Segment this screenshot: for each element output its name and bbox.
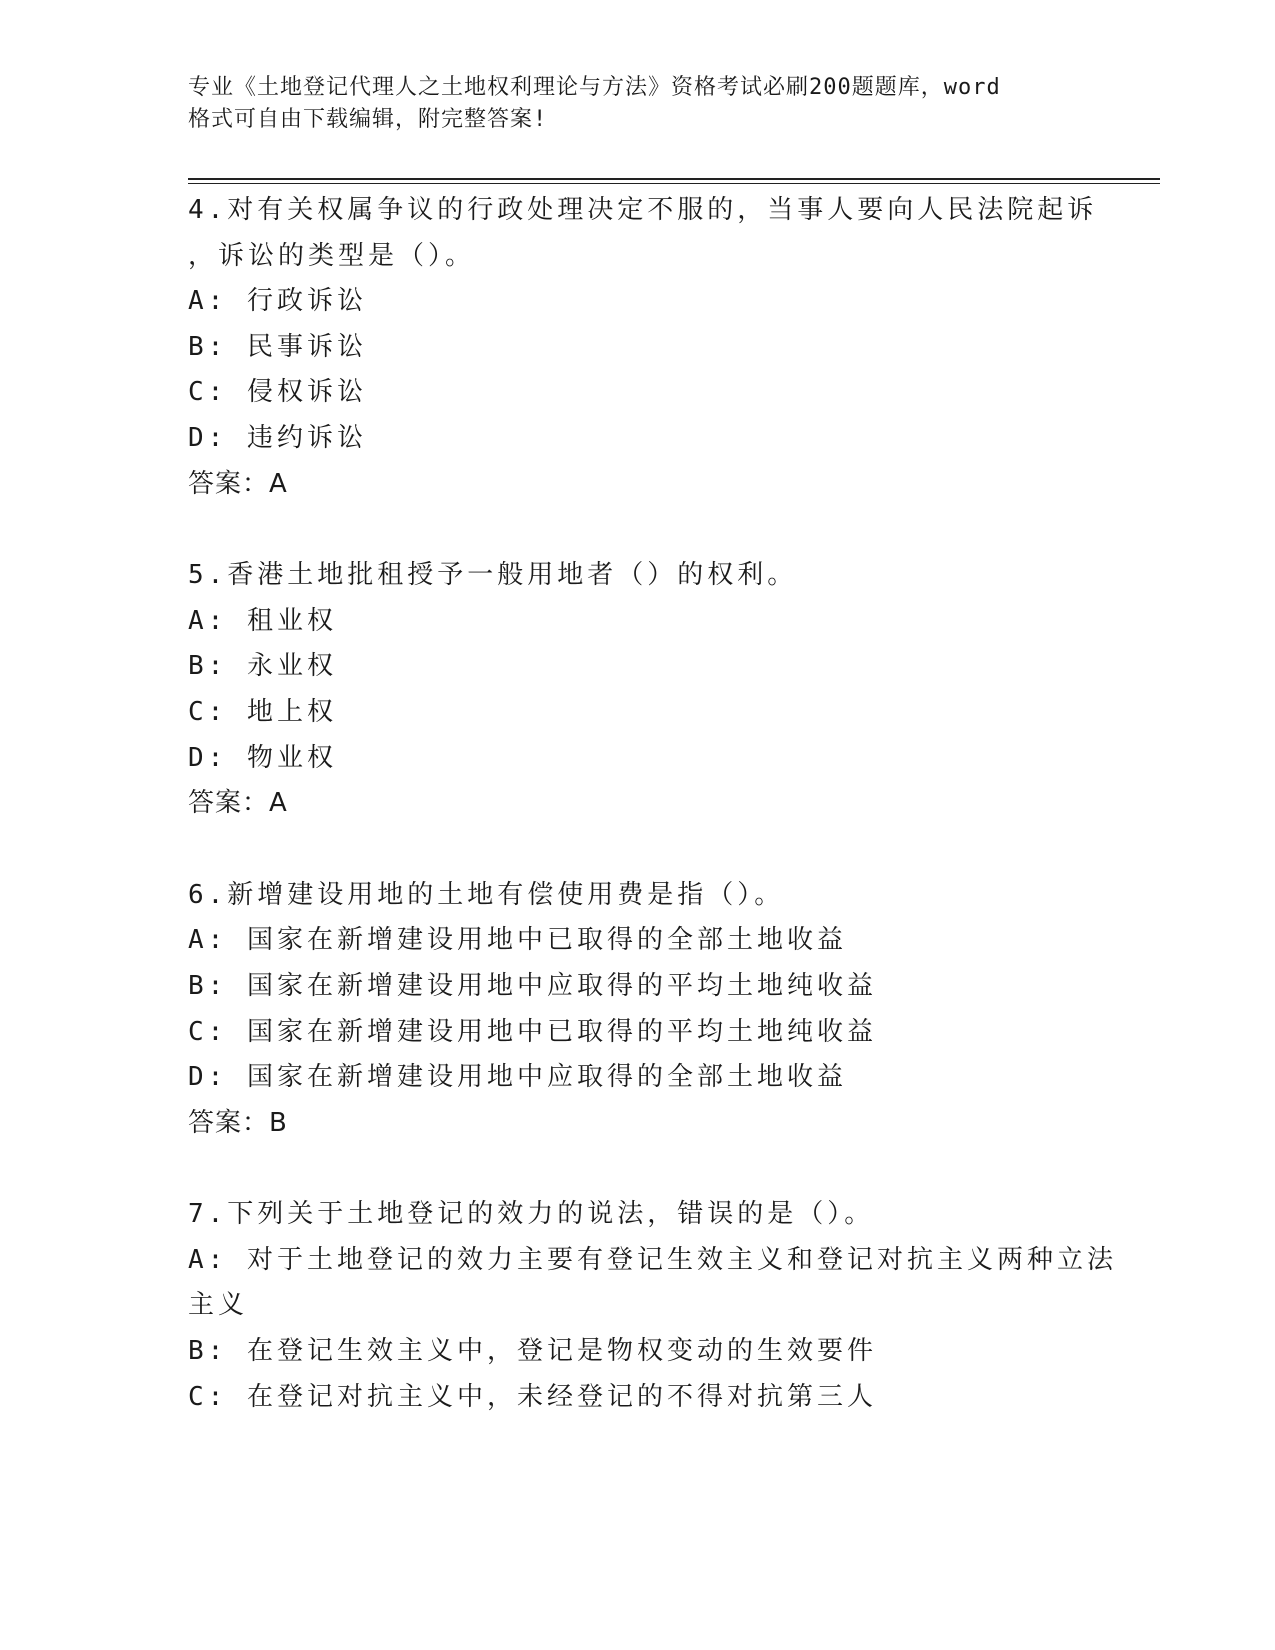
option-a: A: 行政诉讼: [188, 286, 367, 317]
header-divider-thin: [188, 183, 1160, 184]
option-c: C: 侵权诉讼: [188, 377, 367, 408]
option-c: C: 国家在新增建设用地中已取得的平均土地纯收益: [188, 1016, 877, 1047]
option-b: B: 永业权: [188, 651, 337, 682]
question-4: [188, 188, 1098, 507]
option-a-continued: 主义: [188, 1290, 249, 1321]
question-5: [188, 553, 1088, 827]
header-line: 格式可自由下载编辑，附完整答案!: [188, 107, 548, 132]
option-c: C: 地上权: [188, 696, 337, 727]
answer-line: 答案：A: [188, 468, 288, 499]
option-b: B: 民事诉讼: [188, 331, 367, 362]
document-header: [188, 72, 1068, 136]
question-stem: 4.对有关权属争议的行政处理决定不服的，当事人要向人民法院起诉: [188, 195, 1098, 225]
question-stem: 5.香港土地批租授予一般用地者（）的权利。: [188, 560, 798, 591]
question-7: [188, 1192, 1117, 1420]
option-d: D: 物业权: [188, 742, 337, 773]
option-c: C: 在登记对抗主义中，未经登记的不得对抗第三人: [188, 1381, 877, 1412]
question-6: [188, 873, 1088, 1147]
question-stem: 7.下列关于土地登记的效力的说法，错误的是（）。: [188, 1199, 875, 1230]
question-stem: ，诉讼的类型是（）。: [188, 240, 476, 271]
question-stem: 6.新增建设用地的土地有偿使用费是指（）。: [188, 879, 785, 910]
question-list: [188, 188, 1117, 1466]
option-b: B: 国家在新增建设用地中应取得的平均土地纯收益: [188, 970, 877, 1001]
option-a: A: 租业权: [188, 605, 337, 636]
option-b: B: 在登记生效主义中，登记是物权变动的生效要件: [188, 1336, 877, 1367]
option-d: D: 国家在新增建设用地中应取得的全部土地收益: [188, 1062, 847, 1093]
answer-line: 答案：A: [188, 788, 288, 819]
header-line: 专业《土地登记代理人之土地权利理论与方法》资格考试必刷200题题库，word: [188, 75, 1001, 100]
answer-line: 答案：B: [188, 1107, 288, 1138]
option-d: D: 违约诉讼: [188, 422, 367, 453]
header-divider-thick: [188, 178, 1160, 180]
option-a: A: 国家在新增建设用地中已取得的全部土地收益: [188, 925, 847, 956]
option-a: A: 对于土地登记的效力主要有登记生效主义和登记对抗主义两种立法: [188, 1244, 1117, 1275]
